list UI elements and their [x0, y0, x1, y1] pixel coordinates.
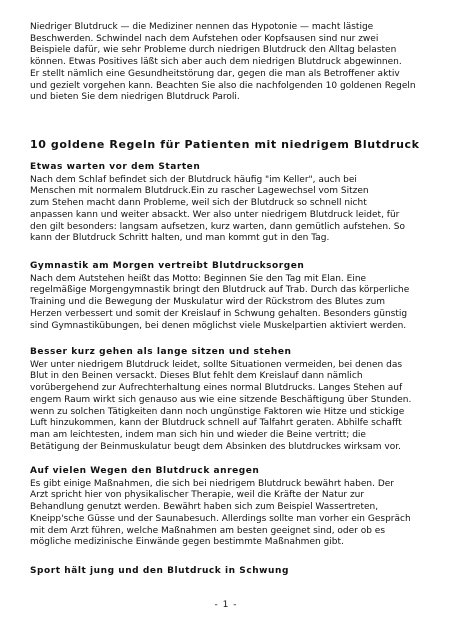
section-line: Wer unter niedrigem Blutdruck leidet, sollte Situationen vermeiden, bei denen das: [30, 359, 403, 370]
section-line: Nach dem Autstehen heißt das Motto: Beginnen Sie den Tag mit Elan. Eine: [30, 273, 367, 284]
section-warten: [30, 162, 430, 245]
intro-line: und bieten Sie dem niedrigen Blutdruck Paroli.: [30, 92, 240, 103]
section-line: Menschen mit normalem Blutdruck.Ein zu rascher Lagewechsel vom Sitzen: [30, 186, 369, 197]
section-line: Luft hinzukommen, kann der Blutdruck schnell auf Talfahrt geraten. Abhilfe schafft: [30, 418, 402, 429]
section-line: Arzt spricht hier von physikalischer Therapie, weil die Kräfte der Natur zur: [30, 490, 365, 501]
section-line: den gilt besonders: langsam aufsetzen, kurz warten, dann gemütlich aufstehen. So: [30, 221, 405, 232]
section-line: Betätigung der Beinmuskulatur beugt dem Absinken des blutdruckes wirksam vor.: [30, 441, 401, 452]
intro-line: können. Etwas Positives läßt sich aber auch dem niedrigen Blutdruck abgewinnen.: [30, 57, 402, 68]
section-line: Blut in den Beinen versackt. Dieses Blut fehlt dem Kreislauf dann nämlich: [30, 371, 363, 382]
section-line: Kneipp'sche Güsse und der Saunabesuch. Allerdings sollte man vorher ein Gespräch: [30, 513, 411, 524]
intro-line: Er stellt nämlich eine Gesundheitstörung dar, gegen die man als Betroffener aktiv: [30, 68, 400, 79]
section-line: engem Raum wirkt sich genauso aus wie eine sitzende Beschäftigung über Stunden.: [30, 394, 412, 405]
intro-paragraph: [30, 22, 430, 104]
section-gymnastik: [30, 261, 430, 332]
intro-line: Beschwerden. Schwindel nach dem Aufstehen oder Kopfsausen sind nur zwei: [30, 33, 379, 44]
section-sport: [30, 566, 430, 579]
section-line: man am leichtesten, indem man sich hin und wieder die Beine vertritt; die: [30, 429, 366, 440]
section-line: sind Gymnastikübungen, bei denen möglichst viele Muskelpartien aktiviert werden.: [30, 320, 407, 331]
intro-line: Niedriger Blutdruck — die Mediziner nennen das Hypotonie — macht lästige: [30, 22, 374, 32]
section-line: Behandlung genutzt werden. Bewährt haben sich zum Beispiel Wassertreten,: [30, 502, 379, 513]
section-line: mit dem Arzt führen, welche Maßnahmen am besten geeignet sind, oder ob es: [30, 525, 386, 536]
intro-line: und gezielt vorgehen kann. Beachten Sie also die nachfolgenden 10 goldenen Regeln: [30, 80, 416, 91]
section-line: kann der Blutdruck Schritt halten, und man kommt gut in den Tag.: [30, 233, 330, 244]
section-line: Herzen verbessert und somit der Kreislauf in Schwung gehalten. Besonders günstig: [30, 308, 408, 319]
section-line: Es gibt einige Maßnahmen, die sich bei niedrigem Blutdruck bewährt haben. Der: [30, 478, 394, 489]
page-number: - 1 -: [214, 600, 238, 610]
section-heading: Etwas warten vor dem Starten: [30, 162, 201, 172]
intro-line: Beispiele dafür, wie sehr Probleme durch niedrigen Blutdruck den Alltag belasten: [30, 45, 397, 56]
section-heading: Besser kurz gehen als lange sitzen und stehen: [30, 347, 292, 357]
main-heading: 10 goldene Regeln für Patienten mit niedrigem Blutdruck: [30, 138, 420, 151]
section-line: Training und die Bewegung der Muskulatur wird der Rückstrom des Blutes zum: [30, 297, 386, 308]
section-anregen: [30, 466, 430, 549]
section-line: anpassen kann und weiter absackt. Wer also unter niedrigem Blutdruck leidet, für: [30, 209, 400, 220]
section-heading: Gymnastik am Morgen vertreibt Blutdrucksorgen: [30, 261, 305, 271]
section-line: mögliche medizinische Einwände gegen bestimmte Maßnahmen gibt.: [30, 537, 344, 548]
section-line: zum Stehen macht dann Probleme, weil sich der Blutdruck so schnell nicht: [30, 198, 367, 209]
section-line: Nach dem Schlaf befindet sich der Blutdruck häufig "im Keller", auch bei: [30, 174, 357, 185]
section-line: regelmäßige Morgengymnastik bringt den Blutdruck auf Trab. Durch das körperliche: [30, 285, 410, 296]
section-line: wenn zu solchen Tätigkeiten dann noch ungünstige Faktoren wie Hitze und stickige: [30, 406, 405, 417]
section-heading: Auf vielen Wegen den Blutdruck anregen: [30, 466, 260, 476]
section-gehen: [30, 347, 430, 453]
section-heading: Sport hält jung und den Blutdruck in Schwung: [30, 566, 289, 576]
section-line: vorübergehend zur Aufrechterhaltung eines normal Blutdrucks. Langes Stehen auf: [30, 383, 403, 394]
